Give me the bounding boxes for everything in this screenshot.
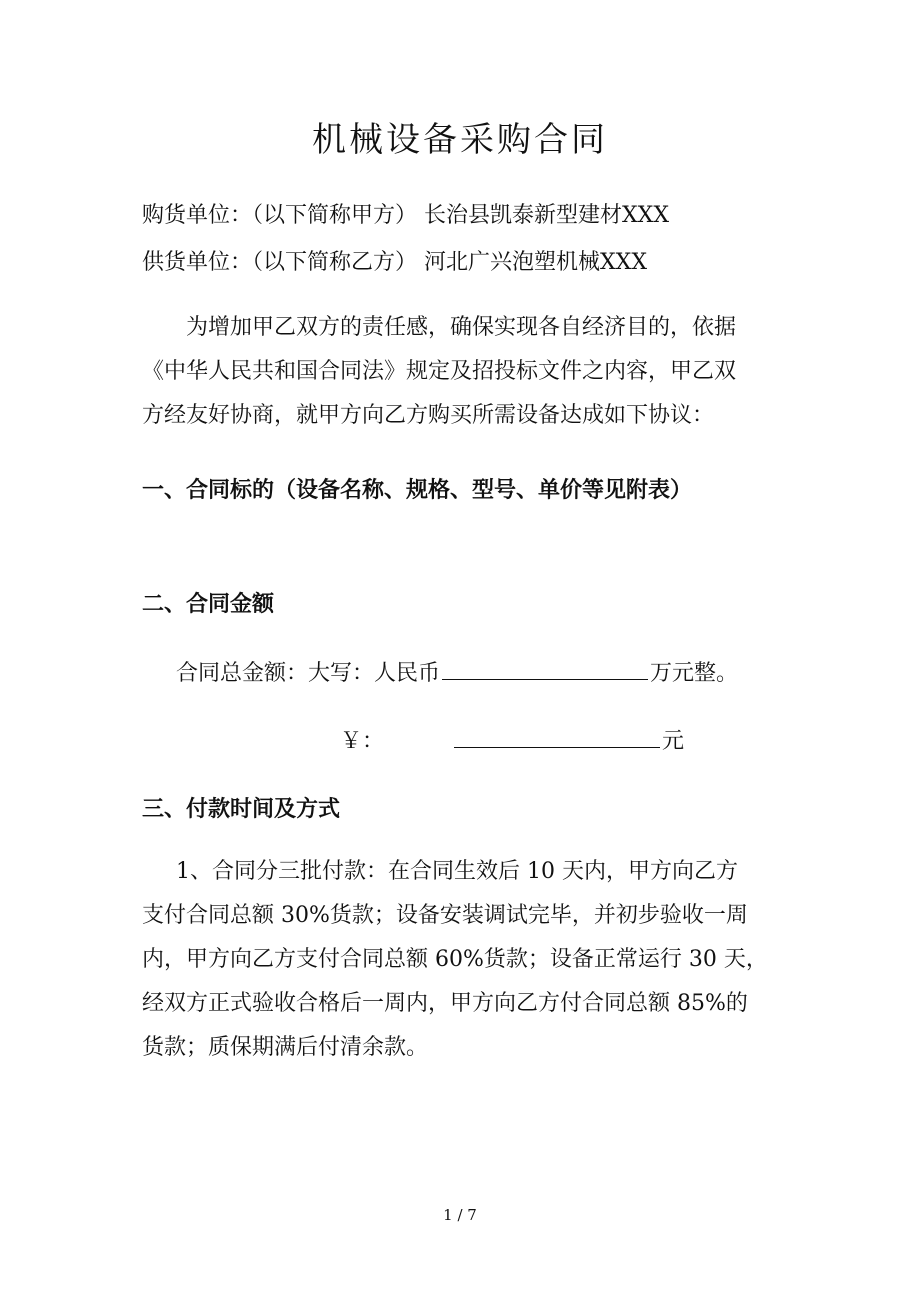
amount-prefix: 合同总金额：大写：人民币 — [176, 661, 441, 686]
payment-line-3: 内，甲方向乙方支付合同总额 60%货款；设备正常运行 30 天， — [142, 947, 768, 972]
intro-line-3: 方经友好协商，就甲方向乙方购买所需设备达成如下协议： — [142, 403, 715, 428]
payment-line-5: 货款；质保期满后付清余款。 — [142, 1035, 429, 1060]
page-number: 1 / 7 — [443, 1206, 477, 1224]
amount-line — [176, 656, 738, 687]
section-3-heading: 三、付款时间及方式 — [142, 797, 341, 822]
yen-blank — [454, 727, 660, 748]
section-1-heading: 一、合同标的（设备名称、规格、型号、单价等见附表） — [142, 478, 693, 503]
yen-line — [452, 724, 684, 755]
payment-line-1: 1、合同分三批付款：在合同生效后 10 天内，甲方向乙方 — [176, 859, 738, 884]
yen-suffix: 元 — [662, 729, 685, 754]
payment-line-4: 经双方正式验收合格后一周内，甲方向乙方付合同总额 85%的 — [142, 991, 748, 1016]
document-title: 机械设备采购合同 — [312, 120, 608, 160]
amount-blank — [442, 659, 648, 680]
intro-line-1: 为增加甲乙双方的责任感，确保实现各自经济目的，依据 — [186, 315, 737, 340]
payment-line-2: 支付合同总额 30%货款；设备安装调试完毕，并初步验收一周 — [142, 903, 748, 928]
yen-label: ￥： — [340, 729, 385, 754]
amount-suffix: 万元整。 — [650, 661, 739, 686]
payment-paragraph — [142, 850, 778, 1070]
seller-line: 供货单位：（以下简称乙方） 河北广兴泡塑机械XXX — [142, 250, 647, 275]
intro-paragraph — [142, 306, 778, 438]
intro-line-2: 《中华人民共和国合同法》规定及招投标文件之内容，甲乙双 — [142, 359, 737, 384]
buyer-line: 购货单位：（以下简称甲方） 长治县凯泰新型建材XXX — [142, 203, 669, 228]
section-2-heading: 二、合同金额 — [142, 592, 275, 617]
